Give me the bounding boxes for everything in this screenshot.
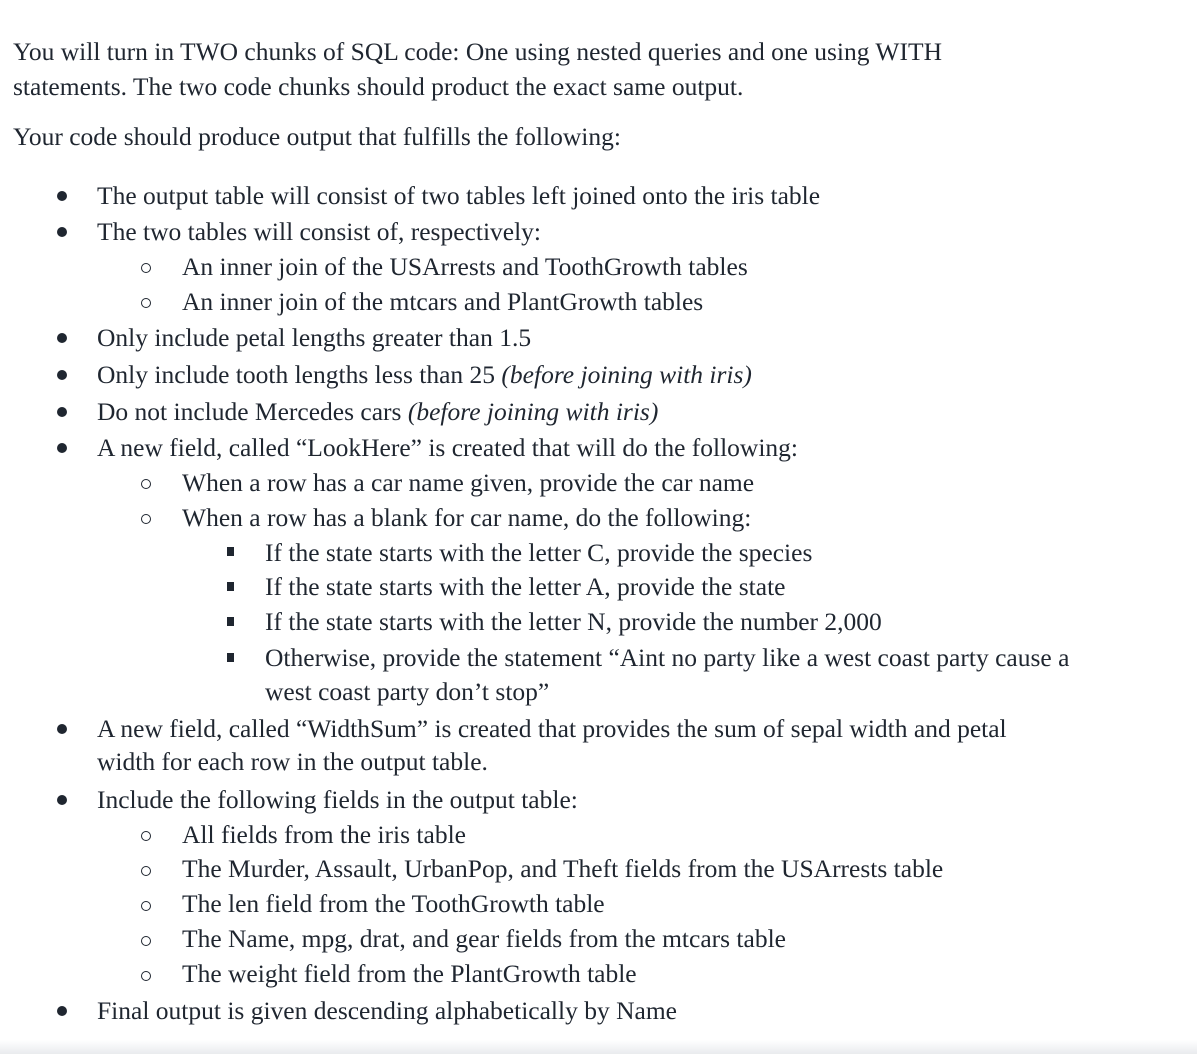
bullet-square-icon <box>227 547 234 556</box>
bullet-dot-icon <box>57 333 67 343</box>
item-petal: Only include petal lengths greater than 1.5 <box>97 323 532 352</box>
item-lookhere-blank: When a row has a blank for car name, do the following: <box>182 503 752 532</box>
item-include-fields: Include the following fields in the output table: <box>97 785 578 814</box>
intro-line-2: statements. The two code chunks should product the exact same output. <box>13 72 744 101</box>
bullet-circle-icon <box>141 514 151 524</box>
item-otherwise-line-1: Otherwise, provide the statement “Aint no party like a west coast party cause a <box>265 643 1070 672</box>
item-widthsum-line-2: width for each row in the output table. <box>97 747 488 776</box>
intro-line-1: You will turn in TWO chunks of SQL code: One using nested queries and one using WITH <box>13 37 942 66</box>
bullet-square-icon <box>227 617 234 626</box>
item-field-mtcars: The Name, mpg, drat, and gear fields from the mtcars table <box>182 924 786 953</box>
bullet-circle-icon <box>141 936 151 946</box>
bullet-dot-icon <box>57 370 67 380</box>
intro-paragraph <box>13 34 942 104</box>
item-two-tables: The two tables will consist of, respectively: <box>97 217 542 246</box>
item-field-usarrests: The Murder, Assault, UrbanPop, and Theft fields from the USArrests table <box>182 854 944 883</box>
item-join-usarrests: An inner join of the USArrests and ToothGrowth tables <box>182 252 748 281</box>
bullet-dot-icon <box>57 407 67 417</box>
bullet-dot-icon <box>57 443 67 453</box>
item-lookhere-car: When a row has a car name given, provide the car name <box>182 468 755 497</box>
bullet-square-icon <box>227 582 234 591</box>
bullet-dot-icon <box>57 227 67 237</box>
bullet-dot-icon <box>57 1006 67 1016</box>
bullet-circle-icon <box>141 831 151 841</box>
bullet-dot-icon <box>57 795 67 805</box>
bullet-circle-icon <box>141 479 151 489</box>
item-mercedes <box>97 395 658 429</box>
item-join-mtcars: An inner join of the mtcars and PlantGrowth tables <box>182 287 704 316</box>
item-widthsum-line-1: A new field, called “WidthSum” is created that provides the sum of sepal width and petal <box>97 714 1007 743</box>
bullet-circle-icon <box>141 971 151 981</box>
item-tooth <box>97 358 752 392</box>
item-mercedes-main: Do not include Mercedes cars <box>97 397 408 426</box>
item-output-tables: The output table will consist of two tables left joined onto the iris table <box>97 181 821 210</box>
item-field-iris: All fields from the iris table <box>182 820 466 849</box>
item-otherwise-line-2: west coast party don’t stop” <box>265 677 550 706</box>
item-state-n: If the state starts with the letter N, provide the number 2,000 <box>265 607 882 636</box>
fulfill-heading: Your code should produce output that fulfills the following: <box>13 122 621 151</box>
item-state-c: If the state starts with the letter C, provide the species <box>265 538 813 567</box>
bullet-square-icon <box>227 653 234 662</box>
bullet-circle-icon <box>141 901 151 911</box>
item-field-weight: The weight field from the PlantGrowth table <box>182 959 637 988</box>
bullet-circle-icon <box>141 298 151 308</box>
item-state-a: If the state starts with the letter A, provide the state <box>265 572 786 601</box>
item-tooth-note: (before joining with iris) <box>501 360 752 389</box>
bullet-circle-icon <box>141 263 151 273</box>
item-lookhere: A new field, called “LookHere” is created that will do the following: <box>97 433 799 462</box>
item-field-len: The len field from the ToothGrowth table <box>182 889 605 918</box>
page-bottom-edge <box>0 1040 1197 1054</box>
bullet-dot-icon <box>57 191 67 201</box>
bullet-circle-icon <box>141 866 151 876</box>
item-mercedes-note: (before joining with iris) <box>407 397 659 426</box>
item-tooth-main: Only include tooth lengths less than 25 <box>97 360 502 389</box>
item-final-order: Final output is given descending alphabetically by Name <box>97 996 677 1025</box>
bullet-dot-icon <box>57 724 67 734</box>
